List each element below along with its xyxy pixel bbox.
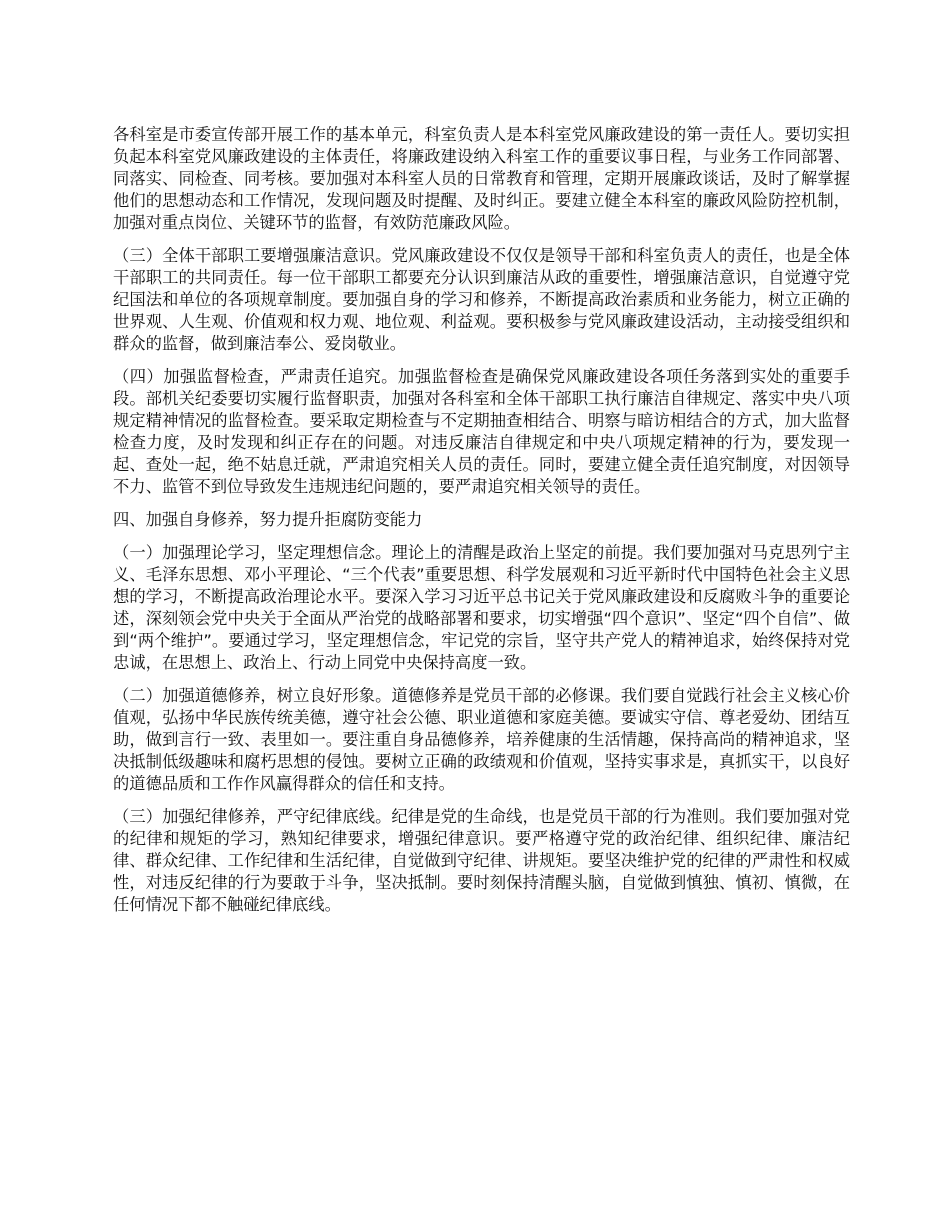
paragraph-discipline-cultivation: （三）加强纪律修养，严守纪律底线。纪律是党的生命线，也是党员干部的行为准则。我们要加强对党的纪律和规矩的学习，熟知纪律要求，增强纪律意识。要严格遵守党的政治纪律、组织纪律、廉洁纪律、群众纪律、工作纪律和生活纪律，自觉做到守纪律、讲规矩。要坚决维护党的纪律的严肃性和权威性，对违反纪律的行为要敢于斗争，坚决抵制。要时刻保持清醒头脑，自觉做到慎独、慎初、慎微，在任何情况下都不触碰纪律底线。: [113, 807, 850, 914]
paragraph-theory-study: （一）加强理论学习，坚定理想信念。理论上的清醒是政治上坚定的前提。我们要加强对马克思列宁主义、毛泽东思想、邓小平理论、“三个代表”重要思想、科学发展观和习近平新时代中国特色社会主义思想的学习，不断提高政治理论水平。要深入学习习近平总书记关于党风廉政建设和反腐败斗争的重要论述，深刻领会党中央关于全面从严治党的战略部署和要求，切实增强“四个意识”、坚定“四个自信”、做到“两个维护”。要通过学习，坚定理想信念，牢记党的宗旨，坚守共产党人的精神追求，始终保持对党忠诚，在思想上、政治上、行动上同党中央保持高度一致。: [113, 543, 850, 672]
paragraph-supervision: （四）加强监督检查，严肃责任追究。加强监督检查是确保党风廉政建设各项任务落到实处的重要手段。部机关纪委要切实履行监督职责，加强对各科室和全体干部职工执行廉洁自律规定、落实中央八项规定精神情况的监督检查。要采取定期检查与不定期抽查相结合、明察与暗访相结合的方式，加大监督检查力度，及时发现和纠正存在的问题。对违反廉洁自律规定和中央八项规定精神的行为，要发现一起、查处一起，绝不姑息迁就，严肃追究相关人员的责任。同时，要建立健全责任追究制度，对因领导不力、监管不到位导致发生违规违纪问题的，要严肃追究相关领导的责任。: [113, 367, 850, 496]
paragraph-moral-cultivation: （二）加强道德修养，树立良好形象。道德修养是党员干部的必修课。我们要自觉践行社会主义核心价值观，弘扬中华民族传统美德，遵守社会公德、职业道德和家庭美德。要诚实守信、尊老爱幼、团结互助，做到言行一致、表里如一。要注重自身品德修养，培养健康的生活情趣，保持高尚的精神追求，坚决抵制低级趣味和腐朽思想的侵蚀。要树立正确的政绩观和价值观，坚持实事求是，真抓实干，以良好的道德品质和工作作风赢得群众的信任和支持。: [113, 686, 850, 793]
paragraph-staff-integrity: （三）全体干部职工要增强廉洁意识。党风廉政建设不仅仅是领导干部和科室负责人的责任，也是全体干部职工的共同责任。每一位干部职工都要充分认识到廉洁从政的重要性，增强廉洁意识，自觉遵守党纪国法和单位的各项规章制度。要加强自身的学习和修养，不断提高政治素质和业务能力，树立正确的世界观、人生观、价值观和权力观、地位观、利益观。要积极参与党风廉政建设活动，主动接受组织和群众的监督，做到廉洁奉公、爱岗敬业。: [113, 246, 850, 353]
paragraph-section-responsibility: 各科室是市委宣传部开展工作的基本单元，科室负责人是本科室党风廉政建设的第一责任人。要切实担负起本科室党风廉政建设的主体责任，将廉政建设纳入科室工作的重要议事日程，与业务工作同部署、同落实、同检查、同考核。要加强对本科室人员的日常教育和管理，定期开展廉政谈话，及时了解掌握他们的思想动态和工作情况，发现问题及时提醒、及时纠正。要建立健全本科室的廉政风险防控机制，加强对重点岗位、关键环节的监督，有效防范廉政风险。: [113, 125, 850, 232]
document-body: [113, 124, 850, 927]
section-heading-self-cultivation: 四、加强自身修养，努力提升拒腐防变能力: [113, 510, 423, 529]
